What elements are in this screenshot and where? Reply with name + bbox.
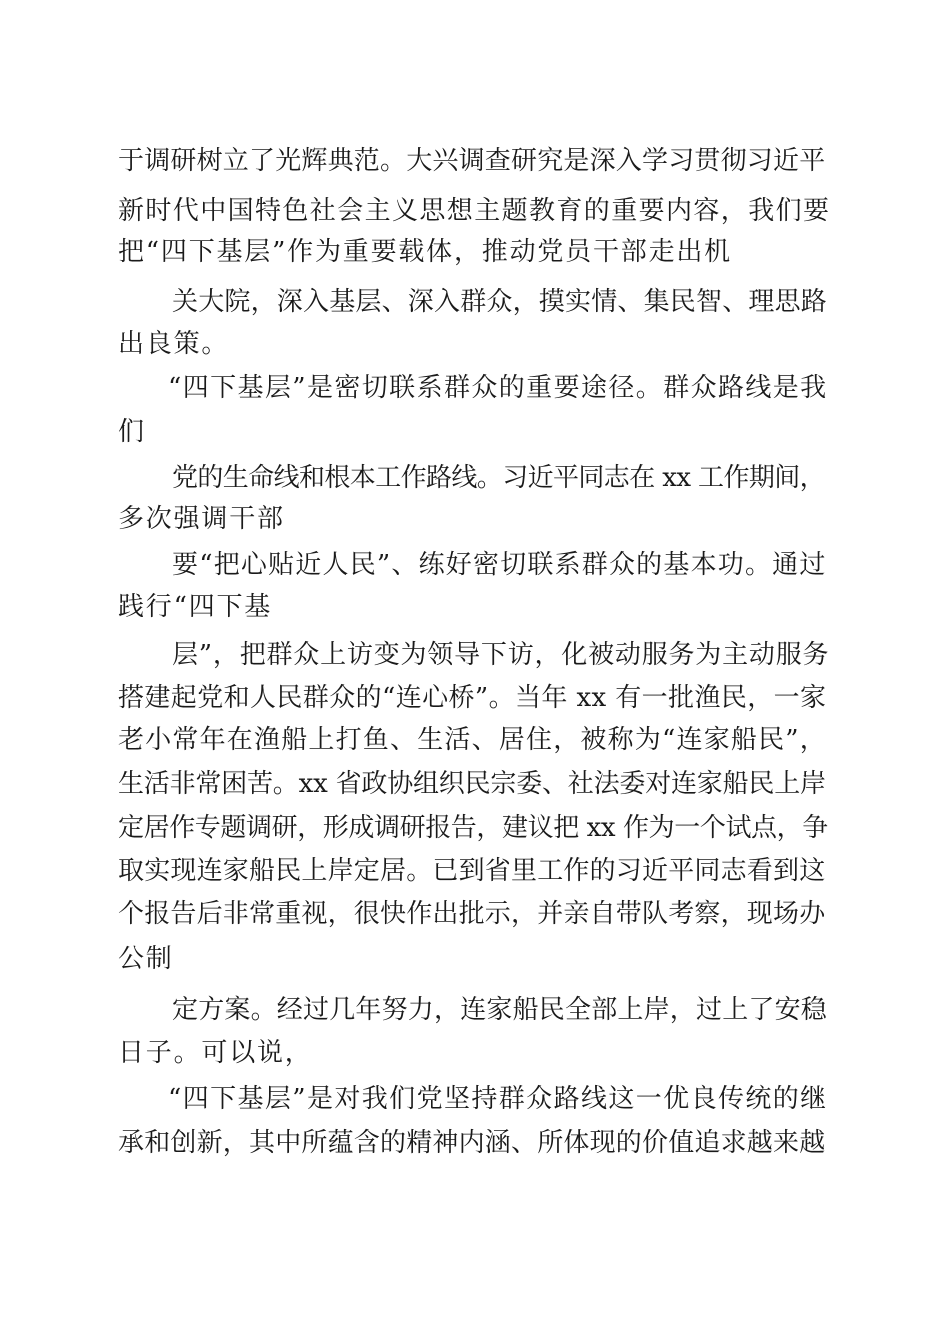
text-line: 新时代中国特色社会主义思想主题教育的重要内容，我们要 bbox=[118, 196, 831, 226]
text-line: 出良策。 bbox=[118, 329, 230, 359]
text-line: 定方案。经过几年努力，连家船民全部上岸，过上了安稳 bbox=[172, 995, 828, 1025]
text-line: 承和创新，其中所蕴含的精神内涵、所体现的价值追求越来越 bbox=[118, 1128, 826, 1158]
text-line: 把“四下基层”作为重要载体，推动党员干部走出机 bbox=[118, 237, 732, 267]
text-line: 党的生命线和根本工作路线。习近平同志在 xx 工作期间， bbox=[172, 463, 826, 493]
text-line: 公制 bbox=[118, 944, 174, 974]
text-line: “四下基层”是对我们党坚持群众路线这一优良传统的继 bbox=[168, 1084, 828, 1114]
text-line: 关大院，深入基层、深入群众，摸实情、集民智、理思路 bbox=[172, 287, 828, 317]
text-line: 生活非常困苦。xx 省政协组织民宗委、社法委对连家船民上岸 bbox=[118, 769, 826, 799]
text-line: 老小常年在渔船上打鱼、生活、居住，被称为“连家船民”， bbox=[118, 725, 827, 755]
text-line: 个报告后非常重视，很快作出批示，并亲自带队考察，现场办 bbox=[118, 899, 826, 929]
text-line: 层”，把群众上访变为领导下访，化被动服务为主动服务 bbox=[172, 640, 830, 670]
text-line: 定居作专题调研，形成调研报告，建议把 xx 作为一个试点，争 bbox=[118, 813, 828, 843]
text-line: “四下基层”是密切联系群众的重要途径。群众路线是我 bbox=[168, 373, 828, 403]
text-line: 要“把心贴近人民”、练好密切联系群众的基本功。通过 bbox=[172, 550, 827, 580]
text-line: 多次强调干部 bbox=[118, 504, 285, 534]
text-line: 于调研树立了光辉典范。大兴调查研究是深入学习贯彻习近平 bbox=[118, 146, 826, 176]
text-line: 践行“四下基 bbox=[118, 592, 273, 622]
text-line: 们 bbox=[118, 417, 146, 447]
text-line: 搭建起党和人民群众的“连心桥”。当年 xx 有一批渔民，一家 bbox=[118, 683, 827, 713]
text-line: 日子。可以说， bbox=[118, 1038, 313, 1068]
text-line: 取实现连家船民上岸定居。已到省里工作的习近平同志看到这 bbox=[118, 856, 826, 886]
